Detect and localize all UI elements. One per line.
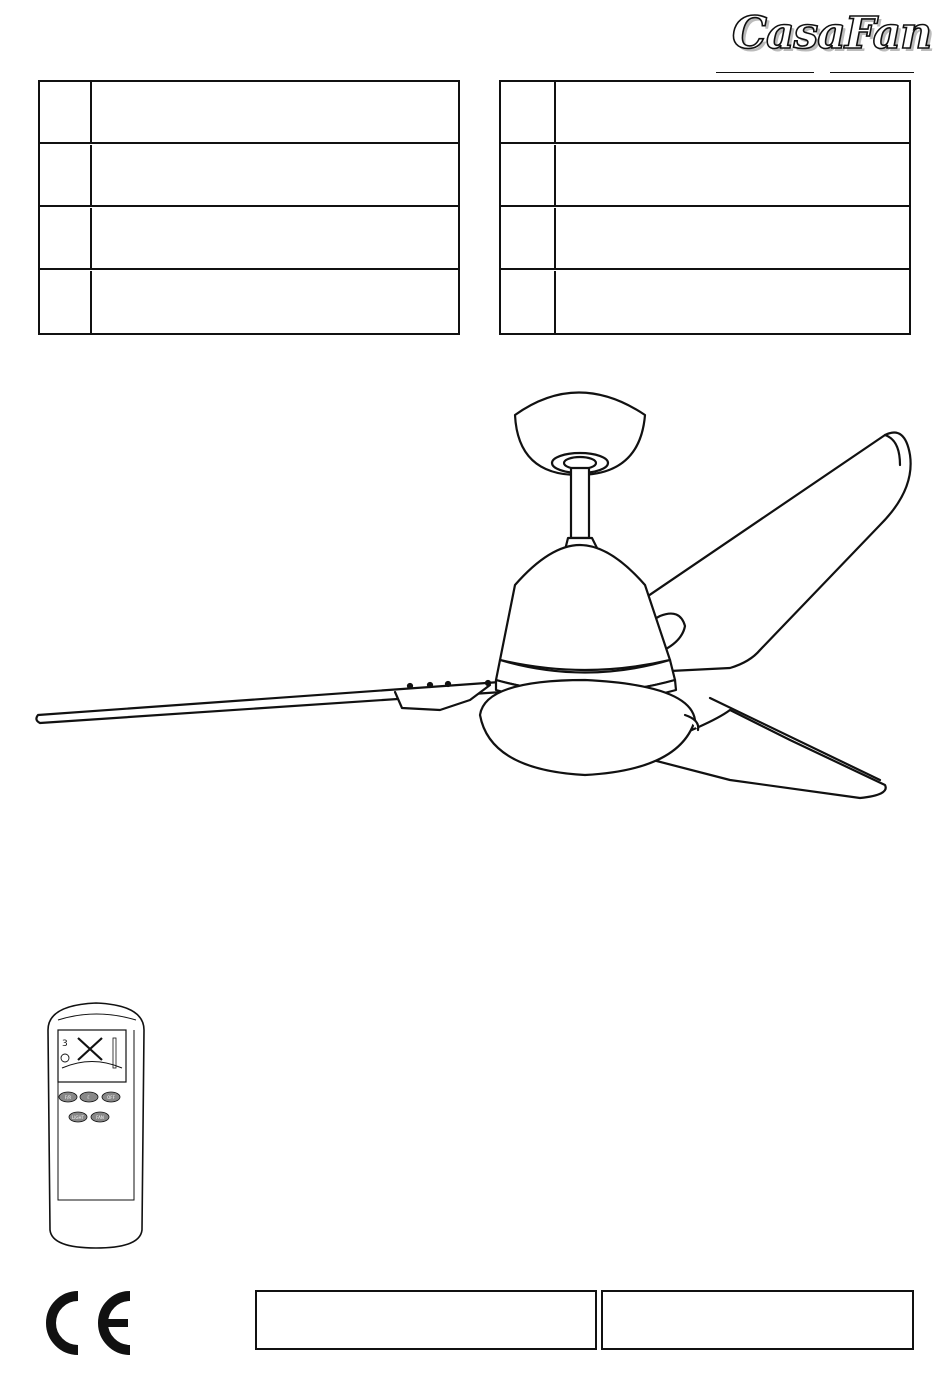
language-code <box>501 82 556 142</box>
language-code <box>40 271 92 333</box>
bottom-box-left <box>255 1290 597 1350</box>
language-table-left <box>38 80 460 335</box>
remote-button-moon: ☾ <box>86 1095 92 1101</box>
language-code <box>501 271 556 333</box>
language-code <box>501 145 556 205</box>
language-row <box>501 82 909 144</box>
language-row <box>40 82 458 144</box>
remote-button-light: LIGHT <box>72 1115 84 1120</box>
language-row <box>501 271 909 333</box>
language-title <box>102 145 450 205</box>
casafan-logo <box>710 6 932 78</box>
logo-underline-right <box>830 72 914 73</box>
language-title <box>566 82 901 142</box>
language-title <box>566 208 901 268</box>
remote-button-fr: F/R <box>64 1095 72 1100</box>
ceiling-fan-illustration <box>30 380 920 810</box>
language-row <box>40 208 458 270</box>
language-code <box>40 82 92 142</box>
language-row <box>501 208 909 270</box>
remote-control-illustration <box>40 1000 152 1252</box>
language-code <box>40 145 92 205</box>
logo-underline-left <box>716 72 814 73</box>
language-table-right <box>499 80 911 335</box>
language-code <box>501 208 556 268</box>
language-row <box>501 145 909 207</box>
language-title <box>566 271 901 333</box>
language-title <box>566 145 901 205</box>
language-row <box>40 145 458 207</box>
language-title <box>102 208 450 268</box>
ce-mark-icon <box>38 1290 138 1356</box>
language-title <box>102 82 450 142</box>
language-row <box>40 271 458 333</box>
bottom-box-right <box>601 1290 914 1350</box>
remote-button-off: OFF <box>107 1095 115 1100</box>
remote-display-digit: 3 <box>62 1039 68 1049</box>
language-title <box>102 271 450 333</box>
remote-button-fan: FAN <box>96 1115 104 1120</box>
brand-name: CasaFan <box>732 8 932 59</box>
language-code <box>40 208 92 268</box>
